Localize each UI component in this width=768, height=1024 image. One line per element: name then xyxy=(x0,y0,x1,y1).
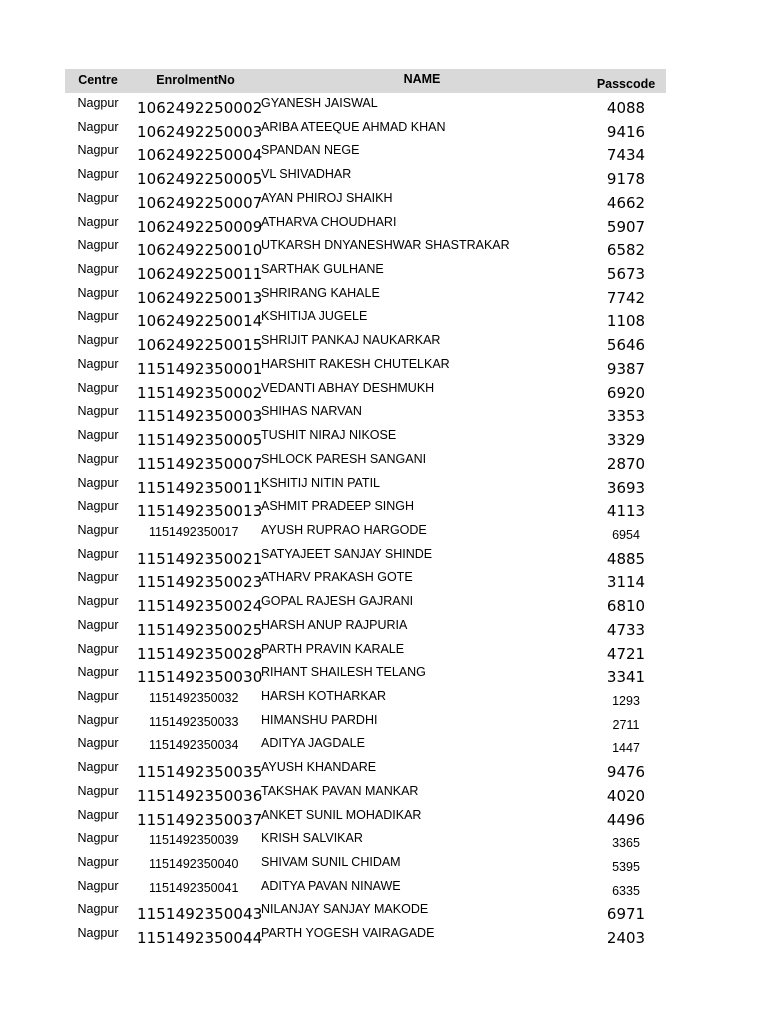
cell-passcode: 6920 xyxy=(606,383,646,402)
cell-passcode: 4662 xyxy=(606,193,646,212)
cell-name: ADITYA PAVAN NINAWE xyxy=(261,878,401,893)
cell-enrolment-no: 1151492350036 xyxy=(137,786,263,805)
cell-name: PARTH YOGESH VAIRAGADE xyxy=(261,926,435,941)
cell-name: PARTH PRAVIN KARALE xyxy=(261,641,405,656)
cell-centre: Nagpur xyxy=(77,522,119,537)
cell-name: AYUSH KHANDARE xyxy=(261,760,377,775)
table-row xyxy=(65,544,666,568)
table-row xyxy=(65,757,666,781)
cell-centre: Nagpur xyxy=(77,926,119,941)
cell-centre: Nagpur xyxy=(77,760,119,775)
table-row xyxy=(65,923,666,947)
cell-name: UTKARSH DNYANESHWAR SHASTRAKAR xyxy=(261,238,510,253)
table-row xyxy=(65,899,666,923)
cell-centre: Nagpur xyxy=(77,333,119,348)
table-row xyxy=(65,449,666,473)
cell-enrolment-no: 1151492350041 xyxy=(149,880,239,895)
table-row xyxy=(65,733,666,757)
cell-name: SHLOCK PARESH SANGANI xyxy=(261,451,427,466)
cell-enrolment-no: 1151492350035 xyxy=(137,763,263,782)
cell-centre: Nagpur xyxy=(77,143,119,158)
table-row xyxy=(65,473,666,497)
cell-centre: Nagpur xyxy=(77,570,119,585)
cell-enrolment-no: 1062492250014 xyxy=(137,312,263,331)
cell-centre: Nagpur xyxy=(77,902,119,917)
cell-passcode: 1108 xyxy=(606,312,646,331)
cell-name: GYANESH JAISWAL xyxy=(261,96,378,110)
cell-centre: Nagpur xyxy=(77,238,119,253)
cell-name: GOPAL RAJESH GAJRANI xyxy=(261,594,414,609)
table-row xyxy=(65,781,666,805)
cell-centre: Nagpur xyxy=(77,617,119,632)
cell-passcode: 1293 xyxy=(612,693,640,708)
table-row xyxy=(65,520,666,544)
header-name: NAME xyxy=(403,72,441,86)
cell-centre: Nagpur xyxy=(77,380,119,395)
table-row xyxy=(65,805,666,829)
cell-passcode: 6582 xyxy=(606,241,646,260)
cell-name: AYUSH RUPRAO HARGODE xyxy=(261,522,427,537)
cell-passcode: 6954 xyxy=(612,527,640,542)
cell-enrolment-no: 1151492350013 xyxy=(137,502,263,521)
cell-enrolment-no: 1151492350032 xyxy=(149,690,239,705)
cell-passcode: 6810 xyxy=(606,597,646,616)
cell-passcode: 2403 xyxy=(606,929,646,948)
cell-passcode: 3693 xyxy=(606,478,646,497)
table-row xyxy=(65,117,666,141)
cell-centre: Nagpur xyxy=(77,783,119,798)
cell-enrolment-no: 1151492350024 xyxy=(137,597,263,616)
cell-centre: Nagpur xyxy=(77,807,119,822)
table-row xyxy=(65,828,666,852)
cell-name: AYAN PHIROJ SHAIKH xyxy=(261,190,393,205)
cell-centre: Nagpur xyxy=(77,262,119,277)
table-row xyxy=(65,686,666,710)
cell-name: HARSH ANUP RAJPURIA xyxy=(261,617,408,632)
cell-name: HARSHIT RAKESH CHUTELKAR xyxy=(261,356,450,371)
cell-name: SHRIJIT PANKAJ NAUKARKAR xyxy=(261,333,441,348)
cell-passcode: 4088 xyxy=(606,99,646,117)
cell-enrolment-no: 1151492350044 xyxy=(137,929,263,948)
cell-centre: Nagpur xyxy=(77,878,119,893)
cell-centre: Nagpur xyxy=(77,712,119,727)
cell-centre: Nagpur xyxy=(77,428,119,443)
cell-enrolment-no: 1151492350002 xyxy=(137,383,263,402)
cell-centre: Nagpur xyxy=(77,665,119,680)
cell-centre: Nagpur xyxy=(77,475,119,490)
cell-passcode: 5907 xyxy=(606,217,646,236)
table-row xyxy=(65,140,666,164)
table-row xyxy=(65,188,666,212)
table-row xyxy=(65,164,666,188)
cell-centre: Nagpur xyxy=(77,96,119,110)
cell-name: SHIVAM SUNIL CHIDAM xyxy=(261,855,401,869)
cell-centre: Nagpur xyxy=(77,356,119,371)
cell-centre: Nagpur xyxy=(77,451,119,466)
cell-passcode: 4113 xyxy=(606,502,646,521)
table-row xyxy=(65,330,666,354)
cell-centre: Nagpur xyxy=(77,119,119,134)
table-row xyxy=(65,401,666,425)
cell-enrolment-no: 1151492350023 xyxy=(137,573,263,592)
cell-enrolment-no: 1151492350039 xyxy=(149,833,239,848)
cell-enrolment-no: 1062492250015 xyxy=(137,336,263,355)
cell-name: ADITYA JAGDALE xyxy=(261,736,365,751)
cell-enrolment-no: 1151492350003 xyxy=(137,407,263,426)
cell-name: KRISH SALVIKAR xyxy=(261,831,363,846)
header-passcode: Passcode xyxy=(596,77,656,91)
table-row xyxy=(65,93,666,117)
cell-passcode: 5646 xyxy=(606,336,646,355)
passcode-table xyxy=(65,69,666,947)
cell-name: NILANJAY SANJAY MAKODE xyxy=(261,902,429,917)
cell-name: ATHARV PRAKASH GOTE xyxy=(261,570,413,585)
cell-passcode: 4721 xyxy=(606,644,646,663)
cell-centre: Nagpur xyxy=(77,404,119,419)
cell-passcode: 4020 xyxy=(606,786,646,805)
cell-name: SARTHAK GULHANE xyxy=(261,262,384,277)
cell-centre: Nagpur xyxy=(77,167,119,182)
cell-enrolment-no: 1062492250004 xyxy=(137,146,263,165)
cell-centre: Nagpur xyxy=(77,285,119,300)
cell-name: VEDANTI ABHAY DESHMUKH xyxy=(261,380,435,395)
cell-enrolment-no: 1062492250009 xyxy=(137,217,263,236)
table-row xyxy=(65,876,666,900)
cell-enrolment-no: 1151492350007 xyxy=(137,454,263,473)
cell-passcode: 9387 xyxy=(606,359,646,378)
table-row xyxy=(65,567,666,591)
cell-centre: Nagpur xyxy=(77,546,119,561)
cell-passcode: 9476 xyxy=(606,763,646,782)
cell-name: SHRIRANG KAHALE xyxy=(261,285,380,300)
cell-name: SATYAJEET SANJAY SHINDE xyxy=(261,546,433,561)
cell-name: ANKET SUNIL MOHADIKAR xyxy=(261,807,422,822)
cell-enrolment-no: 1062492250002 xyxy=(137,99,263,117)
header-enrolment-no: EnrolmentNo xyxy=(156,73,235,87)
table-body xyxy=(65,93,666,947)
table-row xyxy=(65,212,666,236)
cell-passcode: 4496 xyxy=(606,810,646,829)
cell-name: TAKSHAK PAVAN MANKAR xyxy=(261,783,419,798)
cell-enrolment-no: 1062492250013 xyxy=(137,288,263,307)
cell-passcode: 7742 xyxy=(606,288,646,307)
table-row xyxy=(65,259,666,283)
cell-enrolment-no: 1062492250003 xyxy=(137,122,263,141)
table-row xyxy=(65,591,666,615)
cell-enrolment-no: 1151492350017 xyxy=(149,524,239,539)
cell-name: ATHARVA CHOUDHARI xyxy=(261,214,397,229)
cell-centre: Nagpur xyxy=(77,688,119,703)
cell-passcode: 3353 xyxy=(606,407,646,426)
cell-passcode: 3341 xyxy=(606,668,646,687)
cell-enrolment-no: 1151492350001 xyxy=(137,359,263,378)
table-row xyxy=(65,283,666,307)
cell-centre: Nagpur xyxy=(77,214,119,229)
cell-enrolment-no: 1062492250007 xyxy=(137,193,263,212)
cell-enrolment-no: 1151492350033 xyxy=(149,714,239,729)
header-centre: Centre xyxy=(78,73,118,87)
table-row xyxy=(65,615,666,639)
cell-enrolment-no: 1151492350030 xyxy=(137,668,263,687)
cell-name: SPANDAN NEGE xyxy=(261,143,360,158)
table-row xyxy=(65,852,666,876)
cell-enrolment-no: 1151492350011 xyxy=(137,478,263,497)
cell-enrolment-no: 1151492350043 xyxy=(137,905,263,924)
table-row xyxy=(65,496,666,520)
cell-passcode: 3329 xyxy=(606,431,646,450)
cell-name: VL SHIVADHAR xyxy=(261,167,352,182)
cell-enrolment-no: 1151492350025 xyxy=(137,620,263,639)
table-header xyxy=(65,69,666,93)
cell-enrolment-no: 1151492350028 xyxy=(137,644,263,663)
cell-name: ARIBA ATEEQUE AHMAD KHAN xyxy=(261,119,446,134)
table-row xyxy=(65,378,666,402)
cell-name: RIHANT SHAILESH TELANG xyxy=(261,665,426,680)
cell-name: SHIHAS NARVAN xyxy=(261,404,362,419)
cell-name: ASHMIT PRADEEP SINGH xyxy=(261,499,415,514)
cell-passcode: 3114 xyxy=(606,573,646,592)
cell-centre: Nagpur xyxy=(77,594,119,609)
cell-enrolment-no: 1151492350021 xyxy=(137,549,263,568)
cell-passcode: 7434 xyxy=(606,146,646,165)
cell-enrolment-no: 1151492350037 xyxy=(137,810,263,829)
cell-name: HIMANSHU PARDHI xyxy=(261,712,378,727)
cell-name: TUSHIT NIRAJ NIKOSE xyxy=(261,428,397,443)
cell-passcode: 5673 xyxy=(606,265,646,284)
cell-enrolment-no: 1151492350040 xyxy=(149,857,239,871)
cell-passcode: 1447 xyxy=(612,741,640,756)
cell-enrolment-no: 1151492350005 xyxy=(137,431,263,450)
cell-passcode: 6971 xyxy=(606,905,646,924)
cell-centre: Nagpur xyxy=(77,309,119,324)
cell-passcode: 6335 xyxy=(612,883,640,898)
table-row xyxy=(65,425,666,449)
cell-centre: Nagpur xyxy=(77,855,119,869)
cell-centre: Nagpur xyxy=(77,736,119,751)
cell-centre: Nagpur xyxy=(77,499,119,514)
cell-centre: Nagpur xyxy=(77,641,119,656)
cell-passcode: 4885 xyxy=(606,549,646,568)
table-row xyxy=(65,354,666,378)
cell-passcode: 4733 xyxy=(606,620,646,639)
cell-centre: Nagpur xyxy=(77,831,119,846)
cell-enrolment-no: 1151492350034 xyxy=(149,738,239,753)
table-row xyxy=(65,710,666,734)
table-row xyxy=(65,235,666,259)
cell-centre: Nagpur xyxy=(77,190,119,205)
cell-passcode: 3365 xyxy=(612,836,640,851)
cell-passcode: 9178 xyxy=(606,170,646,189)
cell-passcode: 2711 xyxy=(612,717,640,732)
cell-enrolment-no: 1062492250011 xyxy=(137,265,263,284)
table-row xyxy=(65,306,666,330)
cell-passcode: 9416 xyxy=(606,122,646,141)
cell-passcode: 5395 xyxy=(612,860,640,874)
cell-enrolment-no: 1062492250010 xyxy=(137,241,263,260)
cell-name: KSHITIJA JUGELE xyxy=(261,309,368,324)
table-row xyxy=(65,662,666,686)
cell-enrolment-no: 1062492250005 xyxy=(137,170,263,189)
cell-name: KSHITIJ NITIN PATIL xyxy=(261,475,380,490)
cell-name: HARSH KOTHARKAR xyxy=(261,688,387,703)
table-row xyxy=(65,639,666,663)
cell-passcode: 2870 xyxy=(606,454,646,473)
